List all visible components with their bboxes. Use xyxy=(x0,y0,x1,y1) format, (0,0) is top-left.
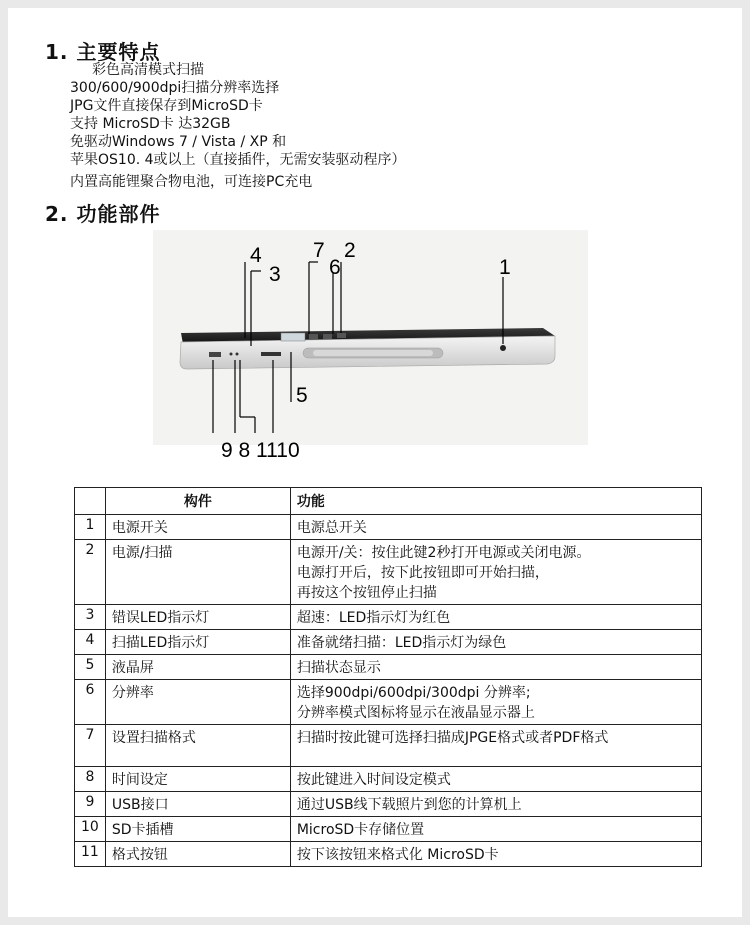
row-function: 准备就绪扫描：LED指示灯为绿色 xyxy=(290,630,701,655)
grip-texture xyxy=(313,350,433,356)
row-number: 6 xyxy=(75,680,106,725)
table-row xyxy=(75,605,702,630)
row-number: 2 xyxy=(75,540,106,605)
feature-item: 内置高能锂聚合物电池，可连接PC充电 xyxy=(70,174,313,190)
callout-2: 2 xyxy=(344,239,356,262)
feature-item: 300/600/900dpi扫描分辨率选择 xyxy=(70,80,280,96)
row-function: 通过USB线下载照片到您的计算机上 xyxy=(290,792,701,817)
row-part: USB接口 xyxy=(105,792,290,817)
row-part: 格式按钮 xyxy=(105,842,290,867)
button-power xyxy=(337,333,346,338)
lcd-screen xyxy=(281,333,305,341)
row-part: 电源开关 xyxy=(105,515,290,540)
button-resolution xyxy=(323,334,332,339)
scanner-illustration xyxy=(153,230,588,445)
button-format xyxy=(309,334,318,339)
row-number: 7 xyxy=(75,725,106,767)
callout-1: 1 xyxy=(499,256,511,279)
time-button xyxy=(230,353,233,356)
row-number: 11 xyxy=(75,842,106,867)
table-row xyxy=(75,817,702,842)
table-body xyxy=(75,515,702,867)
row-function: 扫描状态显示 xyxy=(290,655,701,680)
callout-4: 4 xyxy=(250,244,262,267)
row-function: MicroSD卡存储位置 xyxy=(290,817,701,842)
row-part: 分辨率 xyxy=(105,680,290,725)
row-function: 超速：LED指示灯为红色 xyxy=(290,605,701,630)
row-number: 8 xyxy=(75,767,106,792)
feature-item: JPG文件直接保存到MicroSD卡 xyxy=(70,98,263,114)
table-row xyxy=(75,792,702,817)
table-row xyxy=(75,655,702,680)
row-number: 3 xyxy=(75,605,106,630)
feature-item: 免驱动Windows 7 / Vista / XP 和 xyxy=(70,134,287,150)
parts-table xyxy=(74,487,702,867)
table-row xyxy=(75,680,702,725)
table-header-row xyxy=(75,488,702,515)
table-row xyxy=(75,842,702,867)
row-function: 按此键进入时间设定模式 xyxy=(290,767,701,792)
table-row xyxy=(75,725,702,767)
section1-title: 1. 主要特点 xyxy=(45,40,161,64)
callout-3: 3 xyxy=(269,263,281,286)
callout-5: 5 xyxy=(296,384,308,407)
table-row xyxy=(75,630,702,655)
header-function: 功能 xyxy=(290,488,701,515)
row-function: 扫描时按此键可选择扫描成JPGE格式或者PDF格式 xyxy=(290,725,701,767)
row-part: 错误LED指示灯 xyxy=(105,605,290,630)
row-number: 4 xyxy=(75,630,106,655)
header-part: 构件 xyxy=(105,488,290,515)
row-function: 电源开/关：按住此键2秒打开电源或关闭电源。 电源打开后，按下此按钮即可开始扫描， 再按这个按钮停止扫描 xyxy=(290,540,701,605)
row-number: 5 xyxy=(75,655,106,680)
sd-slot xyxy=(261,352,281,356)
feature-item: 支持 MicroSD卡 达32GB xyxy=(70,116,231,132)
feature-item: 彩色高清模式扫描 xyxy=(92,62,204,78)
power-switch xyxy=(500,345,506,351)
section2-title: 2. 功能部件 xyxy=(45,202,161,226)
table-row xyxy=(75,515,702,540)
row-function: 选择900dpi/600dpi/300dpi 分辨率; 分辨率模式图标将显示在液晶显示器上 xyxy=(290,680,701,725)
row-function: 按下该按钮来格式化 MicroSD卡 xyxy=(290,842,701,867)
callout-bottom-row: 9 8 1110 xyxy=(221,439,300,462)
header-no xyxy=(75,488,106,515)
callout-6: 6 xyxy=(329,256,341,279)
row-part: 液晶屏 xyxy=(105,655,290,680)
row-function: 电源总开关 xyxy=(290,515,701,540)
scanner-photo xyxy=(153,230,588,462)
format-pinhole xyxy=(236,353,239,356)
table-row xyxy=(75,540,702,605)
row-part: 电源/扫描 xyxy=(105,540,290,605)
row-number: 9 xyxy=(75,792,106,817)
table-row xyxy=(75,767,702,792)
row-part: 时间设定 xyxy=(105,767,290,792)
row-number: 1 xyxy=(75,515,106,540)
row-number: 10 xyxy=(75,817,106,842)
usb-port xyxy=(209,352,221,357)
row-part: 扫描LED指示灯 xyxy=(105,630,290,655)
row-part: 设置扫描格式 xyxy=(105,725,290,767)
feature-item: 苹果OS10. 4或以上（直接插件，无需安装驱动程序） xyxy=(70,152,406,168)
callout-7: 7 xyxy=(313,239,325,262)
row-part: SD卡插槽 xyxy=(105,817,290,842)
